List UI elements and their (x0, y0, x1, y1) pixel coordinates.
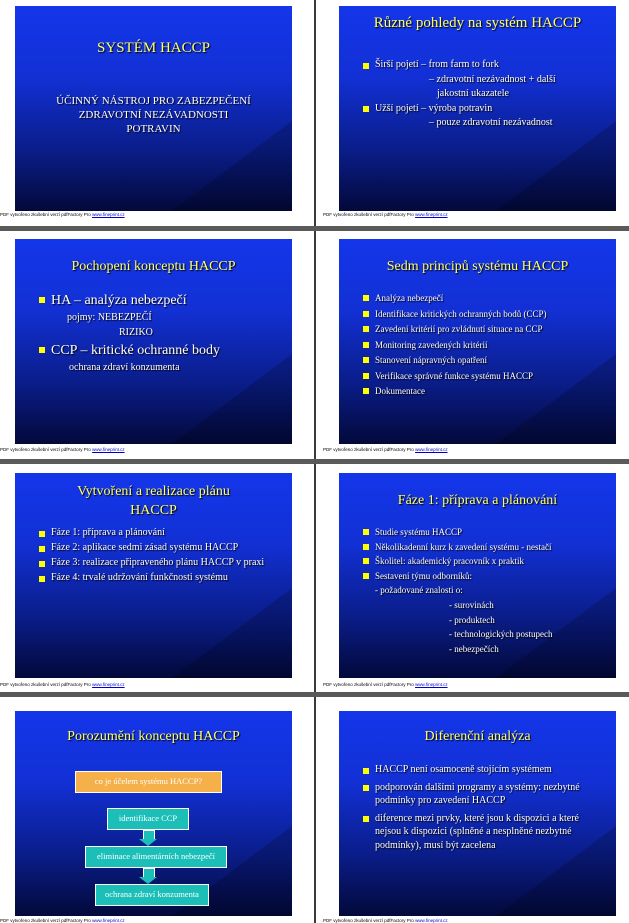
bullet-item: Identifikace kritických ochranných bodů (CCP) (361, 307, 616, 323)
footer: PDF vytvořeno zkušební verzí pdfFactory Pro www.fineprint.cz (323, 447, 448, 452)
footer-link[interactable]: www.fineprint.cz (92, 918, 125, 923)
bullet-item: Analýza nebezpečí (361, 291, 616, 307)
bullet-item: HA – analýza nebezpečí (37, 291, 292, 311)
bullet-item: Fáze 2: aplikace sedmi zásad systému HACCP (37, 541, 284, 555)
row-divider (0, 459, 629, 464)
slide-subtitle: ÚČINNÝ NÁSTROJ PRO ZABEZPEČENÍ ZDRAVOTNÍ NEZÁVADNOSTI POTRAVIN (56, 95, 251, 135)
slide-title: Různé pohledy na systém HACCP (373, 15, 582, 31)
bullet-sub: - požadované znalosti o: (375, 585, 463, 595)
footer-link[interactable]: www.fineprint.cz (92, 212, 125, 217)
slide-title: Vytvoření a realizace plánu HACCP (77, 484, 230, 518)
bullet-item: Monitoring zavedených kritérií (361, 338, 616, 354)
footer: PDF vytvořeno zkušební verzí pdfFactory Pro www.fineprint.cz (0, 212, 125, 217)
slide-title: Pochopení konceptu HACCP (71, 259, 236, 274)
footer-link[interactable]: www.fineprint.cz (415, 212, 448, 217)
bullet-sub: ochrana zdraví konzumenta (69, 362, 180, 373)
flow-box-question: co je účelem systému HACCP? (75, 771, 222, 793)
bullet-item: Fáze 1: příprava a plánování (37, 526, 284, 540)
footer-link[interactable]: www.fineprint.cz (92, 447, 125, 452)
bullet-item: diference mezi prvky, které jsou k dispozici a které nejsou k dispozici (splněné a nesplněné nezbytné podmínky), musí být zacelena (361, 812, 606, 853)
bullet-item: Studie systému HACCP (361, 525, 616, 540)
bullet-item: HACCP není osamoceně stojícím systémem (361, 763, 606, 777)
slide-5 (15, 473, 292, 678)
footer-link[interactable]: www.fineprint.cz (415, 447, 448, 452)
slide-title: SYSTÉM HACCP (97, 40, 210, 56)
slide-title: Diferenční analýza (424, 729, 531, 744)
slide-1 (15, 6, 292, 211)
bullet-item: Několikadenní kurz k zavedení systému - nestačí (361, 540, 616, 555)
bullet-item: Sestavení týmu odborníků: (361, 569, 616, 584)
flow-arrow-head (139, 839, 157, 846)
bullet-sub: jakostní ukazatele (437, 88, 509, 99)
footer: PDF vytvořeno zkušební verzí pdfFactory Pro www.fineprint.cz (0, 918, 125, 923)
slide-4 (339, 239, 616, 444)
bullet-item: Širší pojetí – from farm to fork (361, 58, 616, 73)
flow-box-elimination: eliminace alimentárních nebezpečí (85, 846, 227, 868)
flow-box-protection: ochrana zdraví konzumenta (95, 884, 209, 906)
bullet-item: Stanovení nápravných opatření (361, 353, 616, 369)
slide-title: Fáze 1: příprava a plánování (397, 493, 558, 508)
bullet-item: podporován dalšími programy a systémy: nezbytné podmínky pro zavedení HACCP (361, 781, 606, 808)
sub-item: - surovinách (449, 600, 494, 610)
flow-arrow-head (139, 877, 157, 884)
bullet-sub: – pouze zdravotní nezávadnost (429, 117, 553, 128)
bullet-item: Fáze 3: realizace připraveného plánu HACCP v praxi (37, 556, 284, 570)
footer-link[interactable]: www.fineprint.cz (415, 918, 448, 923)
bullet-item: Verifikace správné funkce systému HACCP (361, 369, 616, 385)
bullet-item: CCP – kritické ochranné body (37, 341, 292, 361)
footer-link[interactable]: www.fineprint.cz (415, 682, 448, 687)
bullet-list (361, 763, 606, 856)
slide-3 (15, 239, 292, 444)
footer: PDF vytvořeno zkušební verzí pdfFactory Pro www.fineprint.cz (323, 918, 448, 923)
sub-item: - nebezpečích (449, 643, 499, 654)
bullet-item: Školitel: akademický pracovník x praktik (361, 554, 616, 569)
slide-2 (339, 6, 616, 211)
row-divider (0, 692, 629, 697)
footer: PDF vytvořeno zkušební verzí pdfFactory Pro www.fineprint.cz (0, 682, 125, 687)
flow-box-ccp: identifikace CCP (107, 808, 189, 830)
sub-item: - produktech (449, 614, 495, 625)
bullet-item: Užší pojetí – výroba potravin (361, 102, 616, 117)
footer: PDF vytvořeno zkušební verzí pdfFactory Pro www.fineprint.cz (0, 447, 125, 452)
slide-6 (339, 473, 616, 678)
bullet-sub: pojmy: NEBEZPEČÍ (67, 312, 152, 323)
bullet-item: Zavedení kritérií pro zvládnutí situace na CCP (361, 322, 616, 338)
sub-list (449, 598, 616, 656)
bullet-item: Dokumentace (361, 384, 616, 400)
footer-link[interactable]: www.fineprint.cz (92, 682, 125, 687)
bullet-list (37, 526, 284, 586)
bullet-list (361, 525, 616, 583)
bullet-list (361, 291, 616, 400)
bullet-item: Fáze 4: trvalé udržování funkčnosti systému (37, 571, 284, 585)
row-divider (0, 226, 629, 231)
footer: PDF vytvořeno zkušební verzí pdfFactory Pro www.fineprint.cz (323, 212, 448, 217)
slide-7 (15, 711, 292, 916)
sub-item: - technologických postupech (449, 629, 553, 639)
slide-title: Porozumění konceptu HACCP (67, 729, 240, 744)
slide-title: Sedm principů systému HACCP (386, 259, 569, 274)
footer: PDF vytvořeno zkušební verzí pdfFactory Pro www.fineprint.cz (323, 682, 448, 687)
slide-8 (339, 711, 616, 916)
bullet-sub: RIZIKO (119, 327, 153, 338)
bullet-sub: – zdravotní nezávadnost + další (429, 73, 556, 85)
